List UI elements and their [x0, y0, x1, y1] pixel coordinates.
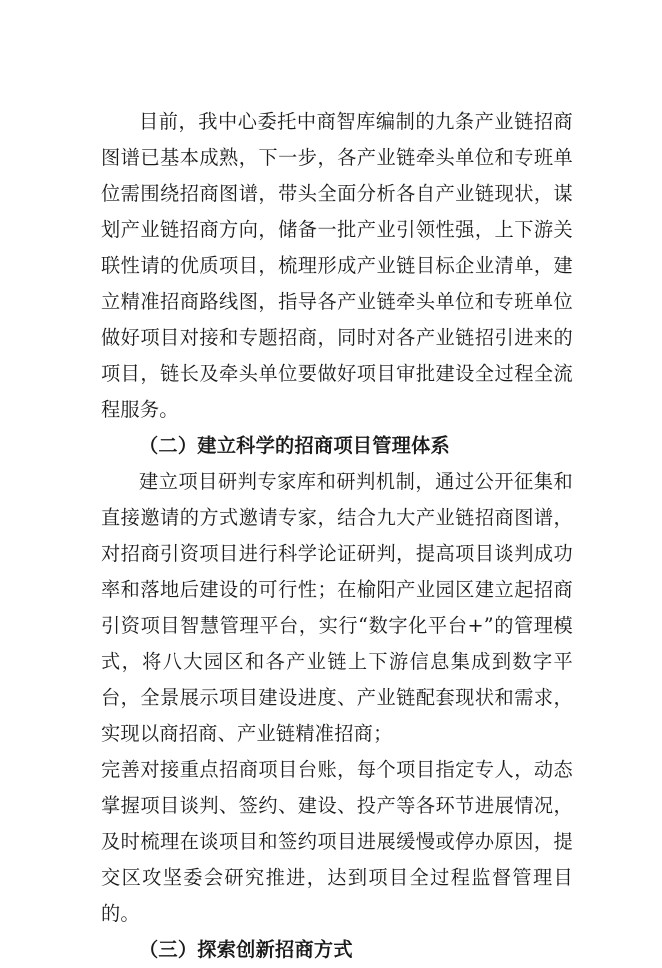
paragraph-industry-chain-map: 目前，我中心委托中商智库编制的九条产业链招商图谱已基本成熟，下一步，各产业链牵头单位和专班单位需围绕招商图谱，带头全面分析各自产业链现状，谋划产业链招商方向，储备一批产业引领性强，上下游关联性请的优质项目，梳理形成产业链目标企业清单，建立精准招商路线图，指导各产业链牵头单位和专班单位做好项目对接和专题招商，同时对各产业链招引进来的项目，链长及牵头单位要做好项目审批建设全过程全流程服务。: [101, 110, 573, 421]
paragraph-project-ledger: 完善对接重点招商项目台账，每个项目指定专人，动态掌握项目谈判、签约、建设、投产等各环节进展情况，及时梳理在谈项目和签约项目进展缓慢或停办原因，提交区攻坚委会研究推进，达到项目全过程监督管理目的。: [101, 758, 573, 925]
paragraph-expert-review-platform: 建立项目研判专家库和研判机制，通过公开征集和直接邀请的方式邀请专家，结合九大产业链招商图谱，对招商引资项目进行科学论证研判，提高项目谈判成功率和落地后建设的可行性；在榆阳产业园区建立起招商引资项目智慧管理平台，实行“数字化平台+”的管理模式，将八大园区和各产业链上下游信息集成到数字平台，全景展示项目建设进度、产业链配套现状和需求，实现以商招商、产业链精准招商；: [101, 470, 573, 745]
document-body: [101, 104, 573, 968]
section-heading-project-management: （二）建立科学的招商项目管理体系: [139, 434, 450, 457]
section-heading-innovation: （三）探索创新招商方式: [139, 938, 353, 961]
